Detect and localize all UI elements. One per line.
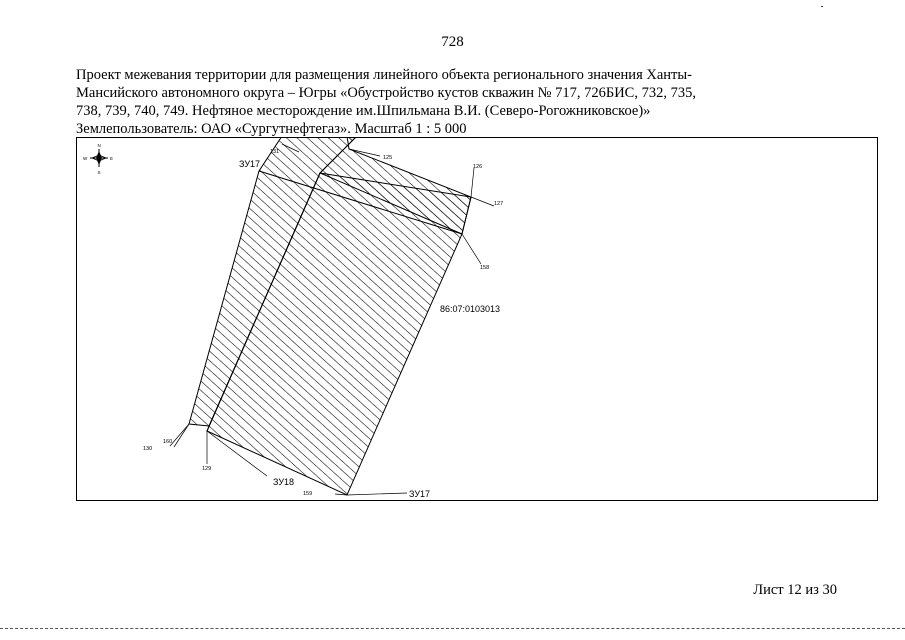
survey-map xyxy=(76,137,878,501)
header-line-4: Землепользователь: ОАО «Сургутнефтегаз». Масштаб 1 : 5 000 xyxy=(76,121,467,137)
compass-west-label: W xyxy=(83,156,88,161)
compass-north-label: N xyxy=(97,143,101,148)
sheet-number: Лист 12 из 30 xyxy=(753,582,837,598)
point-label-130: 130 xyxy=(143,446,153,452)
parcel-label-zu17-top: ЗУ17 xyxy=(239,159,261,169)
parcel-label-zu17-bottom: ЗУ17 xyxy=(409,489,431,499)
point-label-159: 159 xyxy=(303,491,313,497)
point-label-158: 158 xyxy=(480,265,490,271)
point-label-129: 129 xyxy=(202,466,212,472)
point-label-127: 127 xyxy=(494,201,504,207)
header-line-3: 738, 739, 740, 749. Нефтяное месторождение им.Шпильмана В.И. (Северо-Рогожниковское)» xyxy=(76,103,651,119)
point-label-125: 125 xyxy=(383,155,393,161)
document-header xyxy=(76,66,776,138)
point-label-126: 126 xyxy=(473,164,483,170)
corner-mark xyxy=(821,6,823,7)
page-number: 728 xyxy=(441,34,464,50)
compass-east-label: E xyxy=(110,156,114,161)
point-label-131: 131 xyxy=(270,149,280,155)
point-label-160: 160 xyxy=(163,439,173,445)
compass-south-label: S xyxy=(97,170,101,175)
compass-rose-icon xyxy=(83,143,113,175)
header-line-2: Мансийского автономного округа – Югры «Обустройство кустов скважин № 717, 726БИС, 732, 735, xyxy=(76,85,696,101)
bottom-rule xyxy=(0,628,905,629)
parcel-label-zu18: ЗУ18 xyxy=(273,477,295,487)
cadastral-number-label: 86:07:0103013 xyxy=(440,304,501,314)
header-line-1: Проект межевания территории для размещения линейного объекта регионального значения Ханты- xyxy=(76,67,692,83)
